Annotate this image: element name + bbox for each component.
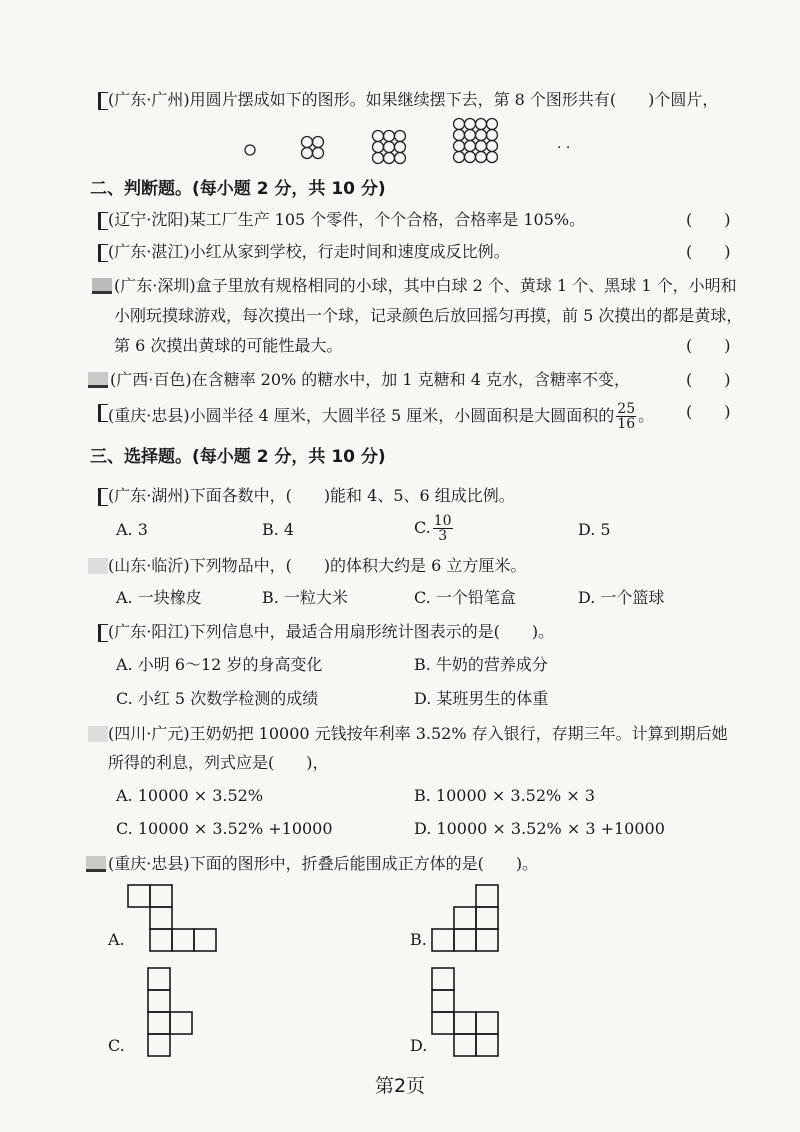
answer-blank[interactable]: ( )	[686, 210, 731, 229]
judgment-question-1: (辽宁·沈阳)某工厂生产 105 个零件，个个合格，合格率是 105%。	[108, 210, 586, 229]
net-square	[148, 1034, 170, 1056]
option-b[interactable]: B. 牛奶的营养成分	[414, 655, 548, 674]
net-square	[148, 968, 170, 990]
option-c[interactable]: C. 小红 5 次数学检测的成绩	[116, 689, 319, 708]
fraction-denominator: 16	[617, 416, 636, 432]
answer-blank[interactable]: ( )	[686, 242, 731, 261]
net-square	[432, 1012, 454, 1034]
answer-blank[interactable]: ( )	[686, 370, 731, 389]
section-title-judgment: 二、判断题。(每小题 2 分，共 10 分)	[90, 179, 386, 199]
net-square	[172, 929, 194, 951]
option-b[interactable]: B. 一粒大米	[262, 588, 348, 607]
judgment-question-3-line1: (广东·深圳)盒子里放有规格相同的小球，其中白球 2 个、黄球 1 个、黑球 1 个，小明和	[114, 276, 737, 295]
net-square	[148, 990, 170, 1012]
net-square	[454, 907, 476, 929]
option-d[interactable]: D. 5	[578, 520, 611, 539]
choice-question-4-line2: 所得的利息，列式应是( )，	[108, 753, 329, 772]
option-a[interactable]: A. 一块橡皮	[116, 588, 202, 607]
net-square	[432, 968, 454, 990]
cube-net-b	[432, 885, 498, 951]
net-square	[476, 929, 498, 951]
judgment-question-2: (广东·湛江)小红从家到学校，行走时间和速度成反比例。	[108, 242, 510, 261]
fraction-numerator: 25	[617, 401, 636, 417]
net-square	[170, 1012, 192, 1034]
judgment-question-3-line3: 第 6 次摸出黄球的可能性最大。	[114, 336, 343, 355]
option-a[interactable]: A. 小明 6～12 岁的身高变化	[116, 655, 323, 674]
choice-question-3: (广东·阳江)下列信息中，最适合用扇形统计图表示的是( )。	[108, 622, 555, 641]
cube-net-c	[148, 968, 192, 1056]
fraction-numerator: 10	[433, 513, 452, 529]
option-d[interactable]: D. 10000 × 3.52% × 3 +10000	[414, 819, 665, 838]
choice-question-1: (广东·湖州)下面各数中，( )能和 4、5、6 组成比例。	[108, 486, 515, 505]
net-square	[432, 990, 454, 1012]
option-a[interactable]: A.	[108, 930, 125, 949]
option-c-prefix: C.	[414, 518, 431, 537]
judgment-question-5-tail: 。	[638, 406, 655, 425]
net-square	[476, 907, 498, 929]
fraction-denominator: 3	[438, 528, 448, 544]
net-square	[148, 1012, 170, 1034]
choice-question-4-line1: (四川·广元)王奶奶把 10000 元钱按年利率 3.52% 存入银行，存期三年。计算到期后她	[108, 724, 728, 743]
option-a[interactable]: A. 10000 × 3.52%	[116, 786, 264, 805]
section-title-choice: 三、选择题。(每小题 2 分，共 10 分)	[90, 447, 386, 467]
judgment-question-4: (广西·百色)在含糖率 20% 的糖水中，加 1 克糖和 4 克水，含糖率不变，	[110, 370, 631, 389]
option-c[interactable]: C.	[108, 1036, 125, 1055]
net-square	[476, 1012, 498, 1034]
pattern-question: (广东·广州)用圆片摆成如下的图形。如果继续摆下去，第 8 个图形共有( )个圆片，	[108, 90, 719, 109]
net-square	[194, 929, 216, 951]
option-b[interactable]: B. 10000 × 3.52% × 3	[414, 786, 595, 805]
net-square	[128, 885, 150, 907]
option-d[interactable]: D.	[410, 1036, 428, 1055]
page-number: 第2页	[374, 1075, 426, 1097]
net-square	[432, 929, 454, 951]
cube-net-a	[128, 885, 216, 951]
cube-net-d	[432, 968, 498, 1056]
net-square	[150, 929, 172, 951]
net-square	[454, 1034, 476, 1056]
choice-question-5: (重庆·忠县)下面的图形中，折叠后能围成正方体的是( )。	[108, 854, 539, 873]
pattern-ellipsis: · ·	[557, 140, 571, 156]
option-a[interactable]: A. 3	[116, 520, 148, 539]
net-square	[476, 1034, 498, 1056]
net-square	[454, 929, 476, 951]
option-b[interactable]: B. 4	[262, 520, 295, 539]
option-b[interactable]: B.	[410, 930, 427, 949]
option-c[interactable]: C. 10000 × 3.52% +10000	[116, 819, 333, 838]
answer-blank[interactable]: ( )	[686, 402, 731, 421]
judgment-question-5-text: (重庆·忠县)小圆半径 4 厘米，大圆半径 5 厘米，小圆面积是大圆面积的	[108, 406, 615, 425]
judgment-question-3-line2: 小刚玩摸球游戏，每次摸出一个球，记录颜色后放回摇匀再摸，前 5 次摸出的都是黄球，	[114, 306, 743, 325]
option-c[interactable]: C. 一个铅笔盒	[414, 588, 516, 607]
net-square	[454, 1012, 476, 1034]
net-square	[150, 885, 172, 907]
net-square	[476, 885, 498, 907]
choice-question-2: (山东·临沂)下列物品中，( )的体积大约是 6 立方厘米。	[108, 556, 527, 575]
option-d[interactable]: D. 一个篮球	[578, 588, 665, 607]
answer-blank[interactable]: ( )	[686, 336, 731, 355]
net-square	[150, 907, 172, 929]
option-d[interactable]: D. 某班男生的体重	[414, 689, 549, 708]
